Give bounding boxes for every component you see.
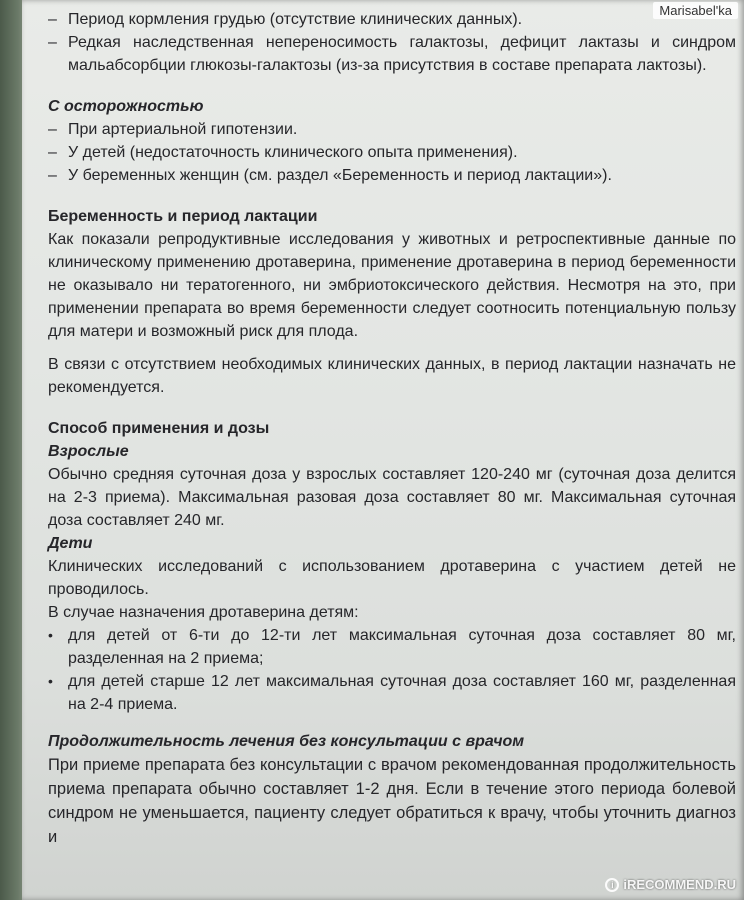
caution-item: – При артериальной гипотензии.	[48, 118, 736, 141]
logo-icon: i	[605, 878, 619, 892]
dash-marker: –	[48, 34, 57, 51]
children-paragraph: Клинических исследований с использованием дротаверина с участием детей не проводилось.	[48, 558, 736, 598]
dash-marker: –	[48, 167, 57, 184]
contraindication-item: – Редкая наследственная непереносимость галактозы, дефицит лактазы и синдром мальабсорбции глюкозы-галактозы (из-за присутствия в составе препарата лактозы).	[48, 31, 736, 77]
children-dose-item: • для детей от 6-ти до 12-ти лет максимальная суточная доза составляет 80 мг, разделенная на 2 приема;	[48, 624, 736, 670]
author-watermark: Marisabel'ka	[653, 2, 738, 19]
caution-item: – У беременных женщин (см. раздел «Беременность и период лактации»).	[48, 164, 736, 187]
pregnancy-paragraph: Как показали репродуктивные исследования у животных и ретроспективные данные по клиническому применению дротаверина, применение дротаверина в период беременности не оказывало ни тератогенного, ни эмбриотоксического действия. Несмотря на это, при применении препарата во время беременности следует соотносить потенциальную пользу для матери и возможный риск для плода.	[48, 231, 736, 340]
children-paragraph: В случае назначения дротаверина детям:	[48, 604, 359, 621]
lactation-paragraph: В связи с отсутствием необходимых клинических данных, в период лактации назначать не рекомендуется.	[48, 356, 736, 396]
site-logo: i iRECOMMEND.RU	[605, 877, 736, 892]
section-title-dosage: Способ применения и дозы	[48, 420, 270, 437]
dash-marker: –	[48, 11, 57, 28]
dash-marker: –	[48, 144, 57, 161]
leaflet-text	[48, 8, 736, 849]
section-title-duration: Продолжительность лечения без консультации с врачом	[48, 733, 525, 750]
caution-item: – У детей (недостаточность клинического опыта применения).	[48, 141, 736, 164]
contraindication-item: – Период кормления грудью (отсутствие клинических данных).	[48, 8, 736, 31]
leaflet-page	[22, 0, 744, 900]
section-title-pregnancy: Беременность и период лактации	[48, 208, 318, 225]
subsection-adults: Взрослые	[48, 443, 129, 460]
subsection-children: Дети	[48, 535, 93, 552]
duration-paragraph: При приеме препарата без консультации с врачом рекомендованная продолжительность приема препарата обычно составляет 1-2 дня. Если в течение этого периода болевой синдром не уменьшается, пациенту следует обратиться к врачу, чтобы уточнить диагноз и	[48, 756, 736, 846]
bullet-marker: •	[48, 627, 53, 643]
section-title-caution: С осторожностью	[48, 98, 204, 115]
dash-marker: –	[48, 121, 57, 138]
children-dose-item: • для детей старше 12 лет максимальная суточная доза составляет 160 мг, разделенная на 2-4 приема.	[48, 670, 736, 716]
adults-paragraph: Обычно средняя суточная доза у взрослых составляет 120-240 мг (суточная доза делится на 2-3 приема). Максимальная разовая доза составляет 80 мг. Максимальная суточная доза составляет 240 мг.	[48, 466, 736, 529]
bullet-marker: •	[48, 673, 53, 689]
